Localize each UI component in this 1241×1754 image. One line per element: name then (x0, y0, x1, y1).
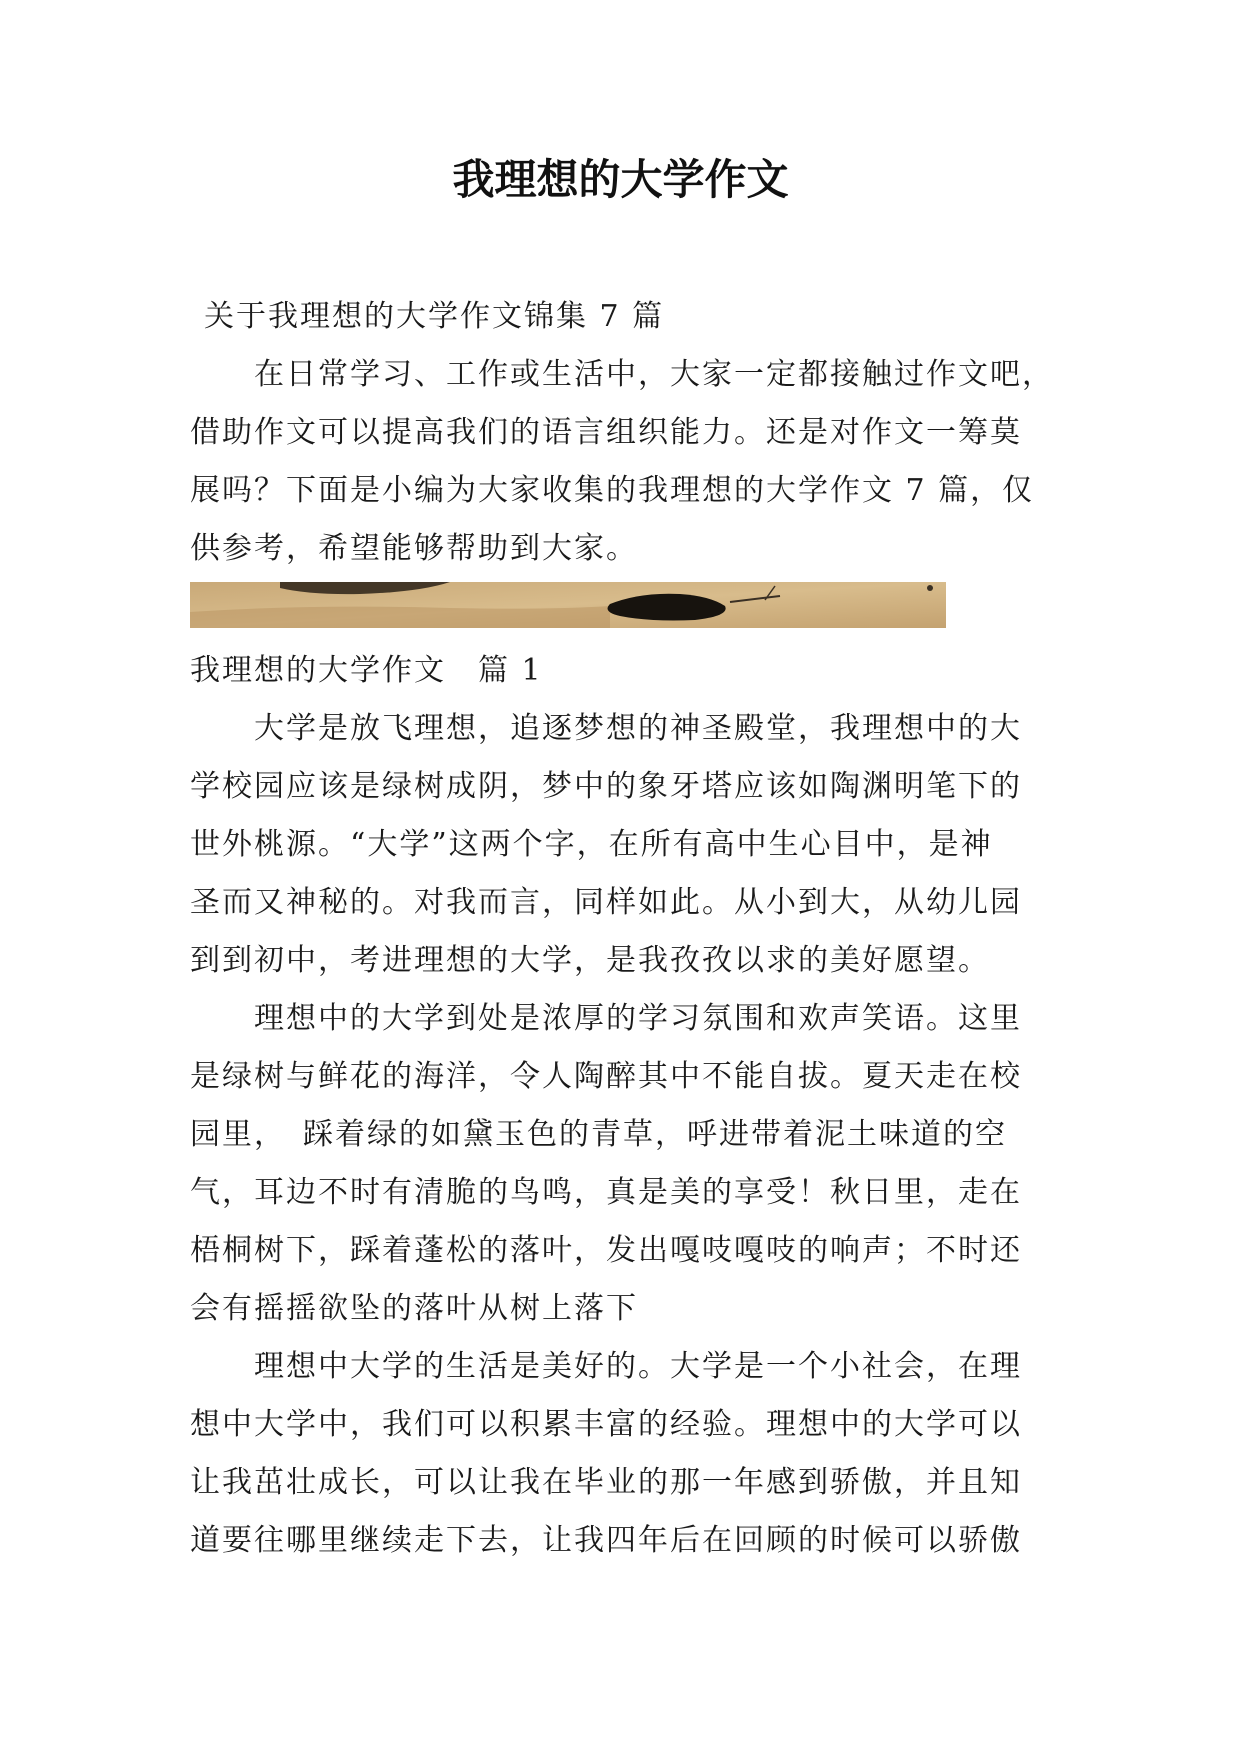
intro-line: 借助作文可以提高我们的语言组织能力。还是对作文一筹莫 (190, 415, 1022, 450)
paragraph-line: 理想中的大学到处是浓厚的学习氛围和欢声笑语。这里 (190, 1001, 1022, 1036)
paragraph-line: 让我茁壮成长，可以让我在毕业的那一年感到骄傲，并且知 (190, 1465, 1022, 1500)
intro-line: 展吗？下面是小编为大家收集的我理想的大学作文 7 篇，仅 (190, 473, 1035, 508)
paragraph-line: 想中大学中，我们可以积累丰富的经验。理想中的大学可以 (190, 1407, 1022, 1442)
section-heading: 我理想的大学作文 篇 1 (190, 653, 543, 688)
paragraph-line: 学校园应该是绿树成阴，梦中的象牙塔应该如陶渊明笔下的 (190, 769, 1022, 804)
collection-subtitle: 关于我理想的大学作文锦集 7 篇 (204, 299, 665, 334)
paragraph-line: 理想中大学的生活是美好的。大学是一个小社会，在理 (190, 1349, 1022, 1384)
paragraph-line: 气，耳边不时有清脆的鸟鸣，真是美的享受！秋日里，走在 (190, 1175, 1022, 1210)
paragraph-line: 园里， 踩着绿的如黛玉色的青草，呼进带着泥土味道的空 (190, 1117, 1007, 1152)
intro-paragraph (190, 346, 1056, 578)
document-title: 我理想的大学作文 (452, 155, 789, 204)
paragraph-line: 大学是放飞理想，追逐梦想的神圣殿堂，我理想中的大 (190, 711, 1022, 746)
paragraph-line: 会有摇摇欲坠的落叶从树上落下 (190, 1291, 638, 1326)
intro-line: 供参考，希望能够帮助到大家。 (190, 531, 638, 566)
intro-line: 在日常学习、工作或生活中，大家一定都接触过作文吧， (190, 357, 1054, 392)
paragraph-line: 圣而又神秘的。对我而言，同样如此。从小到大，从幼儿园 (190, 885, 1022, 920)
document-body (190, 288, 1056, 1570)
paragraph-line: 道要往哪里继续走下去，让我四年后在回顾的时候可以骄傲 (190, 1523, 1022, 1558)
paragraph-line: 梧桐树下，踩着蓬松的落叶，发出嘎吱嘎吱的响声；不时还 (190, 1233, 1022, 1268)
body-paragraph (190, 700, 1056, 990)
paragraph-line: 是绿树与鲜花的海洋，令人陶醉其中不能自拔。夏天走在校 (190, 1059, 1022, 1094)
paragraph-line: 世外桃源。“大学”这两个字，在所有高中生心目中，是神 (190, 827, 993, 862)
paragraph-line: 到到初中，考进理想的大学，是我孜孜以求的美好愿望。 (190, 943, 990, 978)
body-paragraph (190, 1338, 1056, 1570)
decorative-banner-image (190, 582, 946, 628)
body-paragraph (190, 990, 1056, 1338)
